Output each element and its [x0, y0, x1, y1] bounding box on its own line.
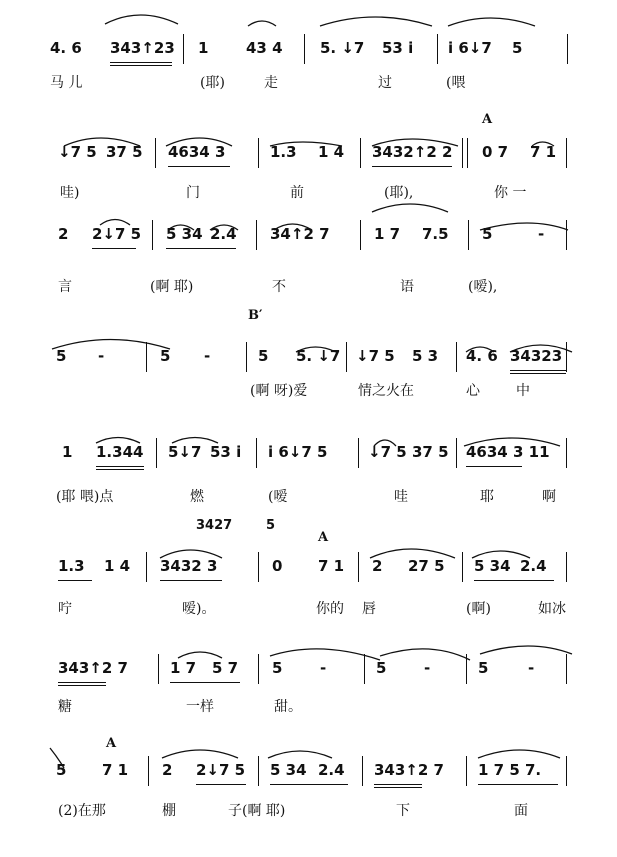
barline	[566, 220, 567, 250]
lyric-line	[0, 486, 617, 508]
notation-line	[0, 550, 617, 584]
note-group: 5	[478, 659, 489, 677]
note-group: 1.3	[270, 143, 297, 161]
barline	[146, 342, 147, 372]
lyric: (嗳	[268, 489, 288, 505]
ossia-line	[0, 514, 617, 544]
barline	[256, 438, 257, 468]
barline	[364, 654, 365, 684]
note-group: 5	[160, 347, 171, 365]
note-group: 2	[162, 761, 173, 779]
lyric: 燃	[190, 489, 204, 505]
note-group: 4634 3	[168, 143, 226, 161]
barline	[567, 34, 568, 64]
lyric-line	[0, 598, 617, 620]
barline	[566, 756, 567, 786]
barline	[566, 552, 567, 582]
barline	[358, 552, 359, 582]
note-group: 5	[512, 39, 523, 57]
note-group: 343↑2 7	[374, 761, 444, 779]
lyric: (耶),	[384, 185, 414, 201]
notation-line	[0, 754, 617, 788]
notation-line	[0, 436, 617, 470]
barline	[258, 654, 259, 684]
lyric: (啊 耶)	[150, 279, 194, 295]
lyric: 下	[396, 803, 410, 819]
lyric: 过	[378, 75, 392, 91]
notation-line	[0, 136, 617, 170]
note-group: 0	[272, 557, 283, 575]
barline	[258, 552, 259, 582]
barline	[155, 138, 156, 168]
note-group: 34↑2 7	[270, 225, 330, 243]
barline	[437, 34, 438, 64]
barline	[146, 552, 147, 582]
lyric: 不	[272, 279, 286, 295]
lyric: 你 一	[494, 185, 527, 201]
ossia-note: 3427	[196, 518, 233, 533]
lyric: (啊)	[466, 601, 491, 617]
barline	[246, 342, 247, 372]
rehearsal-mark: A	[106, 736, 117, 751]
lyric: (啊 呀)爱	[250, 383, 308, 399]
lyric: 嗳)。	[182, 601, 216, 617]
lyric: 门	[186, 185, 200, 201]
note-group: 1 7	[170, 659, 197, 677]
notation-line	[0, 218, 617, 252]
lyric-line	[0, 182, 617, 204]
lyric: 哇)	[60, 185, 80, 201]
barline	[156, 438, 157, 468]
note-group: 5 7	[212, 659, 239, 677]
barline	[258, 756, 259, 786]
note-group: 5	[56, 761, 67, 779]
lyric: 如冰	[538, 601, 566, 617]
note-group: 2.4	[210, 225, 237, 243]
note-group: 5. ↓7	[296, 347, 341, 365]
barline	[566, 654, 567, 684]
note-group: ↓7 5	[368, 443, 407, 461]
barline	[566, 342, 567, 372]
barline	[256, 220, 257, 250]
lyric-line	[0, 696, 617, 718]
barline	[462, 552, 463, 582]
barline	[158, 654, 159, 684]
barline	[152, 220, 153, 250]
note-group: 5↓7	[168, 443, 202, 461]
lyric: 子(啊 耶)	[228, 803, 286, 819]
notation-line	[0, 32, 617, 66]
barline	[360, 220, 361, 250]
note-group: i 6↓7	[448, 39, 492, 57]
lyric: 棚	[162, 803, 176, 819]
note-group: -	[320, 659, 327, 677]
note-group: 2.4	[318, 761, 345, 779]
note-group: ↓7 5	[356, 347, 395, 365]
lyric: (耶)	[200, 75, 225, 91]
note-group: 5	[376, 659, 387, 677]
note-group: 5	[56, 347, 67, 365]
note-group: 43 4	[246, 39, 283, 57]
lyric: (嗳),	[468, 279, 498, 295]
note-group: 7 1	[102, 761, 129, 779]
barline	[462, 138, 468, 168]
barline	[468, 220, 469, 250]
lyric: 耶	[480, 489, 494, 505]
note-group: 53 i	[382, 39, 414, 57]
barline	[456, 342, 457, 372]
notation-line	[0, 652, 617, 686]
note-group: 5 34	[166, 225, 203, 243]
note-group: 0 7	[482, 143, 509, 161]
ossia-note: 5	[266, 518, 276, 533]
lyric: 糖	[58, 699, 72, 715]
barline	[466, 654, 467, 684]
lyric: (耶 喂)点	[56, 489, 114, 505]
note-group: 37 5	[106, 143, 143, 161]
note-group: 7 1	[530, 143, 557, 161]
lyric: 甜。	[274, 699, 302, 715]
lyric: 中	[516, 383, 530, 399]
note-group: 3432↑2 2	[372, 143, 453, 161]
note-group: 2	[58, 225, 69, 243]
note-group: 4634 3 11	[466, 443, 550, 461]
note-group: 5	[258, 347, 269, 365]
lyric-line	[0, 276, 617, 298]
note-group: ↓7 5	[58, 143, 97, 161]
lyric: 哇	[394, 489, 408, 505]
barline	[566, 138, 567, 168]
note-group: 343↑23	[110, 39, 175, 57]
lyric: 言	[58, 279, 72, 295]
note-group: 1	[198, 39, 209, 57]
notation-line	[0, 340, 617, 374]
note-group: 2↓7 5	[92, 225, 142, 243]
lyric: 马 儿	[50, 75, 83, 91]
note-group: 7 1	[318, 557, 345, 575]
note-group: 1.344	[96, 443, 144, 461]
rehearsal-mark: B′	[248, 308, 263, 323]
note-group: 53 i	[210, 443, 242, 461]
note-group: 1 7 5 7.	[478, 761, 542, 779]
note-group: -	[204, 347, 211, 365]
note-group: 34323	[510, 347, 563, 365]
note-group: -	[98, 347, 105, 365]
lyric: 情之火在	[358, 383, 414, 399]
barline	[148, 756, 149, 786]
barline	[362, 756, 363, 786]
lyric: 前	[290, 185, 304, 201]
barline	[346, 342, 347, 372]
lyric: 一样	[186, 699, 214, 715]
lyric-line	[0, 380, 617, 402]
lyric: (2)在那	[58, 803, 106, 819]
rehearsal-mark: A	[482, 112, 493, 127]
barline	[360, 138, 361, 168]
note-group: i 6↓7 5	[268, 443, 328, 461]
note-group: 5 34	[474, 557, 511, 575]
note-group: 2.4	[520, 557, 547, 575]
barline	[258, 138, 259, 168]
note-group: 1	[62, 443, 73, 461]
note-group: 4. 6	[466, 347, 498, 365]
lyric: 你的	[316, 601, 344, 617]
lyric: 啊	[542, 489, 556, 505]
lyric: (喂	[446, 75, 466, 91]
lyric: 语	[400, 279, 414, 295]
lyric: 走	[264, 75, 278, 91]
note-group: 7.5	[422, 225, 449, 243]
note-group: 27 5	[408, 557, 445, 575]
note-group: 2	[372, 557, 383, 575]
lyric-line	[0, 800, 617, 822]
note-group: 343↑2 7	[58, 659, 128, 677]
note-group: 1 4	[104, 557, 131, 575]
lyric-line	[0, 72, 617, 94]
barline	[456, 438, 457, 468]
note-group: 5 3	[412, 347, 439, 365]
note-group: 5. ↓7	[320, 39, 365, 57]
note-group: 1 4	[318, 143, 345, 161]
barline	[183, 34, 184, 64]
note-group: 5	[482, 225, 493, 243]
note-group: 5 34	[270, 761, 307, 779]
lyric: 心	[466, 383, 480, 399]
lyric: 唇	[362, 601, 376, 617]
note-group: -	[528, 659, 535, 677]
note-group: 37 5	[412, 443, 449, 461]
note-group: 1.3	[58, 557, 85, 575]
barline	[358, 438, 359, 468]
note-group: -	[538, 225, 545, 243]
barline	[466, 756, 467, 786]
note-group: 3432 3	[160, 557, 218, 575]
lyric: 面	[514, 803, 528, 819]
note-group: 4. 6	[50, 39, 82, 57]
note-group: 1 7	[374, 225, 401, 243]
note-group: 5	[272, 659, 283, 677]
barline	[304, 34, 305, 64]
note-group: -	[424, 659, 431, 677]
note-group: 2↓7 5	[196, 761, 246, 779]
rehearsal-mark: A	[318, 530, 329, 545]
barline	[566, 438, 567, 468]
lyric: 咛	[58, 601, 72, 617]
